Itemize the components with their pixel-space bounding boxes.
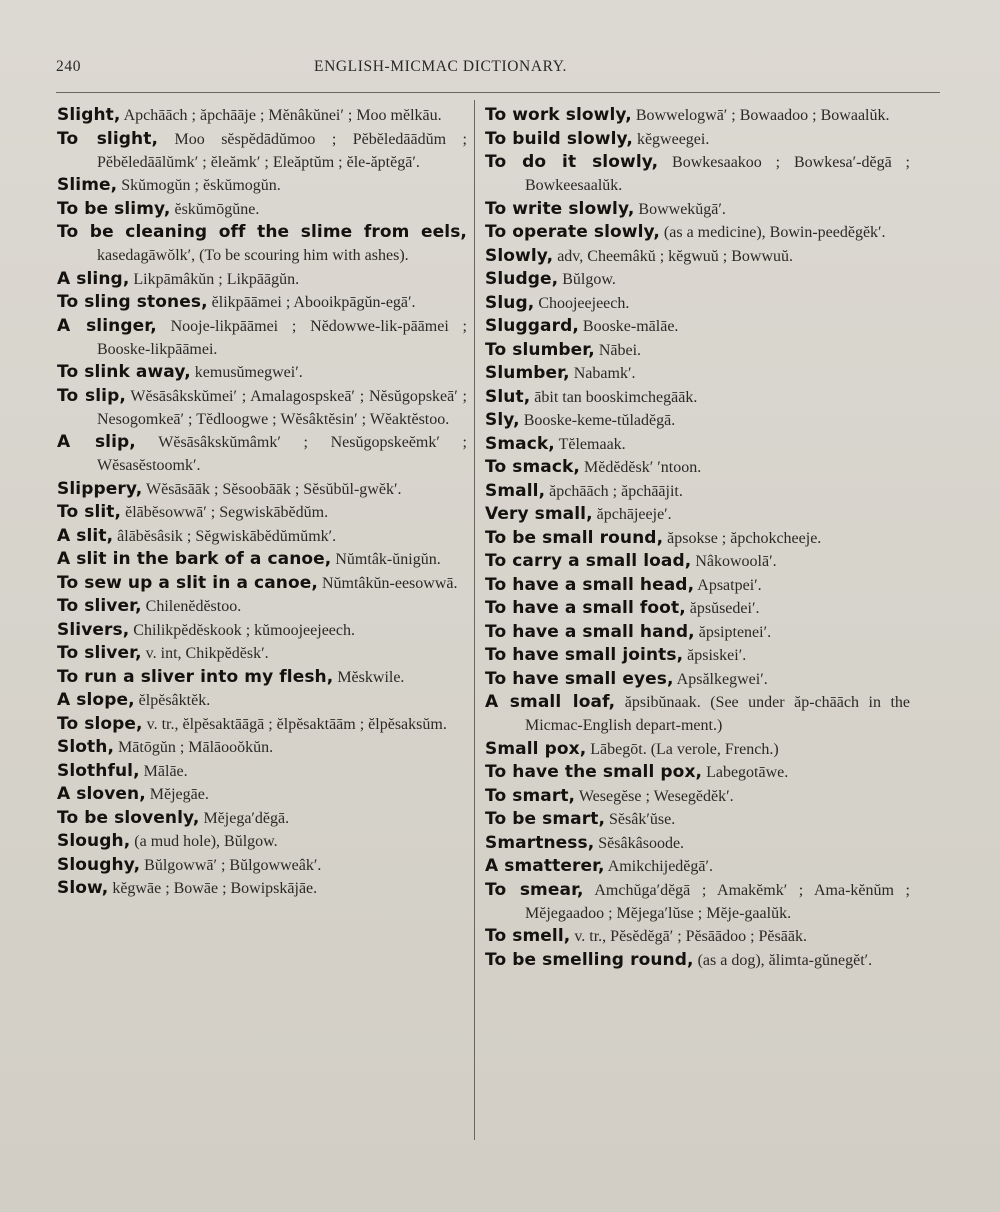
- entry-definition: Nooje-likpāāmei ; Nĕdowwe-lik-pāāmei ; Booske-likpāāmei.: [97, 317, 467, 358]
- dictionary-entry: [57, 128, 467, 174]
- entry-headword: Slough,: [57, 831, 131, 851]
- dictionary-entry: [485, 292, 910, 315]
- dictionary-entry: [485, 362, 910, 385]
- entry-headword: To slip,: [57, 385, 126, 406]
- dictionary-entry: [485, 433, 910, 456]
- dictionary-entry: [57, 315, 467, 361]
- entry-definition: Apchāāch ; ăpchāāje ; Mĕnâkŭnei′ ; Moo mĕlkāu.: [123, 107, 442, 124]
- dictionary-entry: [485, 855, 910, 878]
- entry-definition: ĕlpĕsâktĕk.: [138, 692, 211, 709]
- dictionary-entry: [57, 736, 467, 759]
- entry-headword: Sly,: [485, 410, 520, 430]
- entry-definition: Bŭlgowwā′ ; Bŭlgowweâk′.: [144, 856, 322, 874]
- entry-headword: To have small joints,: [485, 645, 684, 665]
- entry-definition: kĕgwāe ; Bowāe ; Bowipskājāe.: [112, 880, 318, 897]
- entry-definition: Nabamk′.: [573, 365, 636, 382]
- entry-definition: v. tr., ĕlpĕsaktāāgā ; ĕlpĕsaktāām ; ĕlpĕsaksŭm.: [146, 715, 447, 733]
- entry-headword: Slight,: [57, 105, 121, 125]
- entry-headword: To sliver,: [57, 643, 142, 663]
- entry-definition: Mĕskwile.: [337, 668, 405, 686]
- entry-definition: Booske-keme-tŭladĕgā.: [523, 412, 676, 429]
- entry-definition: ăpsŭsedei′.: [689, 600, 760, 617]
- dictionary-entry: [485, 268, 910, 291]
- entry-headword: A slit,: [57, 525, 114, 546]
- entry-definition: v. tr., Pĕsĕdĕgā′ ; Pĕsāādoo ; Pĕsāāk.: [574, 928, 807, 945]
- dictionary-entry: [485, 221, 910, 244]
- entry-headword: Smartness,: [485, 832, 595, 853]
- entry-definition: Labegotāwe.: [706, 764, 789, 781]
- entry-headword: To have the small pox,: [485, 762, 703, 782]
- entry-headword: Sloth,: [57, 737, 115, 757]
- entry-definition: Mālāe.: [143, 762, 188, 780]
- dictionary-entry: [485, 527, 910, 550]
- dictionary-entry: [57, 291, 467, 314]
- dictionary-entry: [485, 691, 910, 737]
- entry-definition: Wĕsāsāāk ; Sĕsoobāāk ; Sĕsŭbŭl-gwĕk′.: [146, 480, 402, 498]
- dictionary-entry: [485, 644, 910, 667]
- entry-headword: To be slovenly,: [57, 807, 200, 828]
- entry-headword: To smart,: [485, 785, 576, 806]
- dictionary-entry: [57, 268, 467, 291]
- dictionary-entry: [57, 642, 467, 665]
- entry-definition: Chilikpĕdĕskook ; kŭmoojeejeech.: [133, 621, 356, 639]
- dictionary-entry: [485, 480, 910, 503]
- entry-headword: A sling,: [57, 268, 130, 289]
- dictionary-entry: [485, 456, 910, 479]
- entry-headword: To carry a small load,: [485, 551, 692, 571]
- page-number: 240: [56, 58, 82, 75]
- entry-headword: To smear,: [485, 879, 584, 900]
- dictionary-entry: [485, 949, 910, 972]
- entry-headword: Small,: [485, 480, 546, 501]
- dictionary-entry: [57, 572, 467, 595]
- dictionary-entry: [485, 151, 910, 197]
- entry-headword: Slivers,: [57, 619, 130, 640]
- entry-headword: To be small round,: [485, 527, 664, 548]
- entry-definition: Nŭmtâk-ŭnigŭn.: [335, 551, 441, 568]
- entry-definition: Booske-mālāe.: [582, 318, 679, 335]
- dictionary-entry: [485, 597, 910, 620]
- entry-definition: Bowwelogwā′ ; Bowaadoo ; Bowaalŭk.: [635, 107, 890, 124]
- entry-definition: Tĕlemaak.: [558, 435, 626, 453]
- entry-definition: Amikchijedĕgā′.: [607, 858, 713, 875]
- entry-headword: Sluggard,: [485, 316, 579, 336]
- entry-definition: Wĕsāsâkskŭmei′ ; Amalagospskeā′ ; Nĕsŭgopskeā′ ; Nesogomkeā′ ; Tĕdloogwe ; Wĕsâktĕsin′ ; Wĕaktĕstoo.: [97, 387, 467, 428]
- dictionary-entry: [57, 431, 467, 477]
- entry-headword: A small loaf,: [485, 692, 616, 712]
- entry-headword: A slope,: [57, 690, 135, 710]
- dictionary-entry: [57, 595, 467, 618]
- entry-headword: Slowly,: [485, 245, 554, 266]
- entry-headword: Slow,: [57, 878, 109, 898]
- left-column: [57, 104, 467, 901]
- dictionary-entry: [57, 807, 467, 830]
- entry-headword: Very small,: [485, 504, 593, 524]
- entry-headword: To have a small head,: [485, 574, 695, 595]
- entry-definition: Bowwekŭgā′.: [638, 200, 726, 218]
- entry-definition: (as a dog), ălimta-gŭnegĕt′.: [697, 951, 873, 969]
- dictionary-entry: [485, 503, 910, 526]
- entry-headword: To slope,: [57, 713, 143, 734]
- dictionary-entry: [57, 830, 467, 853]
- dictionary-entry: [57, 713, 467, 736]
- entry-headword: To operate slowly,: [485, 222, 660, 242]
- dictionary-entry: [57, 174, 467, 197]
- dictionary-entry: [485, 339, 910, 362]
- entry-definition: ăpsiskei′.: [687, 647, 747, 664]
- dictionary-entry: [485, 550, 910, 573]
- dictionary-entry: [485, 128, 910, 151]
- entry-definition: Mĕjegāe.: [149, 786, 209, 803]
- dictionary-entry: [485, 832, 910, 855]
- entry-definition: Bŭlgow.: [562, 271, 616, 288]
- entry-definition: Likpāmâkŭn ; Likpāāgŭn.: [133, 270, 300, 288]
- column-divider: [474, 100, 475, 1140]
- entry-definition: Mātōgŭn ; Mālāooŏkŭn.: [118, 739, 274, 756]
- entry-headword: To slink away,: [57, 362, 191, 382]
- entry-definition: ĕlābĕsowwā′ ; Segwiskābĕdŭm.: [125, 504, 329, 521]
- dictionary-entry: [57, 619, 467, 642]
- entry-headword: To smack,: [485, 457, 580, 477]
- entry-definition: ăpsibŭnaak. (See under ăp-chāāch in the Micmac-English depart-ment.): [525, 694, 911, 734]
- header-rule: [56, 92, 940, 93]
- entry-headword: A sloven,: [57, 784, 146, 804]
- page-header: [56, 58, 944, 84]
- entry-definition: Nābei.: [598, 341, 642, 359]
- entry-definition: Skŭmogŭn ; ĕskŭmogŭn.: [121, 177, 281, 194]
- entry-definition: Lābegōt. (La verole, French.): [590, 740, 779, 758]
- dictionary-entry: [57, 525, 467, 548]
- entry-headword: To have a small foot,: [485, 598, 686, 618]
- entry-definition: ĕlikpāāmei ; Abooikpāgŭn-egā′.: [211, 294, 416, 311]
- entry-headword: Slippery,: [57, 478, 143, 499]
- entry-definition: Choojeejeech.: [538, 294, 630, 312]
- entry-definition: (as a medicine), Bowin-peedĕgĕk′.: [663, 224, 886, 241]
- dictionary-entry: [485, 808, 910, 831]
- entry-headword: To do it slowly,: [485, 152, 659, 172]
- dictionary-entry: [57, 783, 467, 806]
- entry-headword: Sloughy,: [57, 854, 141, 875]
- dictionary-entry: [57, 760, 467, 783]
- entry-headword: To have small eyes,: [485, 668, 674, 689]
- entry-definition: Moo sĕspĕdādŭmoo ; Pĕbĕledāādŭm ; Pĕbĕledāālŭmk′ ; ĕleămk′ ; Eleăptŭm ; ĕle-ăptĕgā′.: [97, 130, 467, 171]
- dictionary-entry: [57, 854, 467, 877]
- entry-headword: A slit in the bark of a canoe,: [57, 549, 332, 569]
- entry-definition: Chilenĕdĕstoo.: [145, 598, 242, 615]
- dictionary-entry: [485, 879, 910, 925]
- entry-headword: To slit,: [57, 502, 122, 522]
- entry-headword: Slumber,: [485, 363, 570, 383]
- entry-headword: To be slimy,: [57, 198, 171, 219]
- dictionary-entry: [485, 245, 910, 268]
- entry-definition: ăpsiptenei′.: [698, 623, 772, 641]
- entry-headword: Slime,: [57, 175, 118, 195]
- entry-definition: kemusŭmegwei′.: [194, 364, 303, 381]
- entry-headword: Slut,: [485, 386, 531, 407]
- dictionary-entry: [57, 666, 467, 689]
- entry-headword: To work slowly,: [485, 105, 632, 125]
- dictionary-entry: [57, 877, 467, 900]
- entry-definition: Mĕjega′dĕgā.: [203, 809, 290, 827]
- entry-headword: To be smelling round,: [485, 949, 694, 970]
- dictionary-entry: [485, 668, 910, 691]
- entry-headword: To sling stones,: [57, 292, 208, 312]
- dictionary-entry: [57, 385, 467, 431]
- dictionary-entry: [57, 501, 467, 524]
- entry-definition: Nâkowoolā′.: [695, 553, 777, 570]
- dictionary-entry: [485, 925, 910, 948]
- dictionary-entry: [485, 198, 910, 221]
- entry-definition: ăpsokse ; ăpchokcheeje.: [667, 529, 822, 547]
- entry-definition: Sĕsâk′ŭse.: [609, 811, 676, 828]
- entry-definition: ĕskŭmōgŭne.: [174, 200, 260, 218]
- entry-definition: Mĕdĕdĕsk′ ′ntoon.: [583, 459, 702, 476]
- entry-definition: v. int, Chikpĕdĕsk′.: [145, 645, 269, 662]
- entry-headword: To slumber,: [485, 339, 595, 360]
- dictionary-entry: [485, 315, 910, 338]
- entry-headword: Small pox,: [485, 738, 587, 759]
- dictionary-entry: [57, 221, 467, 267]
- entry-definition: kĕgweegei.: [636, 130, 710, 148]
- entry-headword: To have a small hand,: [485, 621, 695, 642]
- dictionary-entry: [57, 104, 467, 127]
- dictionary-entry: [485, 621, 910, 644]
- running-title: ENGLISH-MICMAC DICTIONARY.: [314, 58, 567, 75]
- dictionary-entry: [57, 361, 467, 384]
- entry-definition: adv, Cheemâkŭ ; kĕgwuŭ ; Bowwuŭ.: [557, 247, 794, 265]
- entry-headword: To build slowly,: [485, 128, 633, 149]
- entry-definition: Wesegĕse ; Wesegĕdĕk′.: [578, 787, 734, 805]
- entry-headword: A slinger,: [57, 315, 157, 336]
- entry-definition: ăpchājeeje′.: [596, 506, 672, 523]
- entry-headword: To sliver,: [57, 596, 142, 616]
- entry-headword: A smatterer,: [485, 856, 605, 876]
- entry-headword: To sew up a slit in a canoe,: [57, 572, 318, 593]
- entry-headword: To smell,: [485, 926, 571, 946]
- entry-definition: ăpchāāch ; ăpchāājit.: [549, 482, 683, 500]
- entry-definition: Nŭmtâkŭn-eesowwā.: [321, 574, 458, 592]
- entry-definition: ābit tan booskimchegāāk.: [534, 388, 698, 406]
- dictionary-entry: [485, 785, 910, 808]
- entry-definition: Sĕsâkâsoode.: [598, 834, 685, 852]
- entry-definition: (a mud hole), Bŭlgow.: [134, 833, 278, 850]
- dictionary-entry: [485, 574, 910, 597]
- dictionary-entry: [485, 409, 910, 432]
- dictionary-entry: [485, 386, 910, 409]
- entry-definition: Bowkesaakoo ; Bowkesa′-dĕgā ; Bowkeesaalŭk.: [525, 154, 910, 194]
- entry-definition: Apsălkegwei′.: [676, 670, 768, 688]
- entry-headword: To be smart,: [485, 809, 606, 829]
- entry-headword: Smack,: [485, 433, 555, 454]
- dictionary-entry: [485, 761, 910, 784]
- dictionary-entry: [57, 478, 467, 501]
- entry-headword: To write slowly,: [485, 198, 635, 219]
- entry-definition: âlābĕsâsik ; Sĕgwiskābĕdŭmŭmk′.: [117, 527, 337, 545]
- right-column: [485, 104, 910, 972]
- entry-headword: To run a sliver into my flesh,: [57, 666, 334, 687]
- entry-headword: Slug,: [485, 292, 535, 313]
- dictionary-entry: [57, 198, 467, 221]
- entry-definition: Amchŭga′dĕgā ; Amakĕmk′ ; Ama-kĕnŭm ; Mĕjegaadoo ; Mĕjega′lŭse ; Mĕje-gaalŭk.: [525, 881, 910, 922]
- entry-headword: Slothful,: [57, 760, 140, 781]
- dictionary-entry: [485, 104, 910, 127]
- entry-headword: Sludge,: [485, 269, 559, 289]
- entry-headword: To slight,: [57, 128, 159, 149]
- entry-headword: A slip,: [57, 432, 136, 452]
- entry-definition: kasedagāwŏlk′, (To be scouring him with ashes).: [97, 247, 409, 264]
- dictionary-entry: [57, 548, 467, 571]
- entry-definition: Wĕsāsâkskŭmâmk′ ; Nesŭgopskeĕmk′ ; Wĕsasĕstoomk′.: [97, 434, 467, 474]
- entry-definition: Apsatpei′.: [697, 576, 762, 594]
- dictionary-entry: [57, 689, 467, 712]
- dictionary-entry: [485, 738, 910, 761]
- entry-headword: To be cleaning off the slime from eels,: [57, 222, 467, 242]
